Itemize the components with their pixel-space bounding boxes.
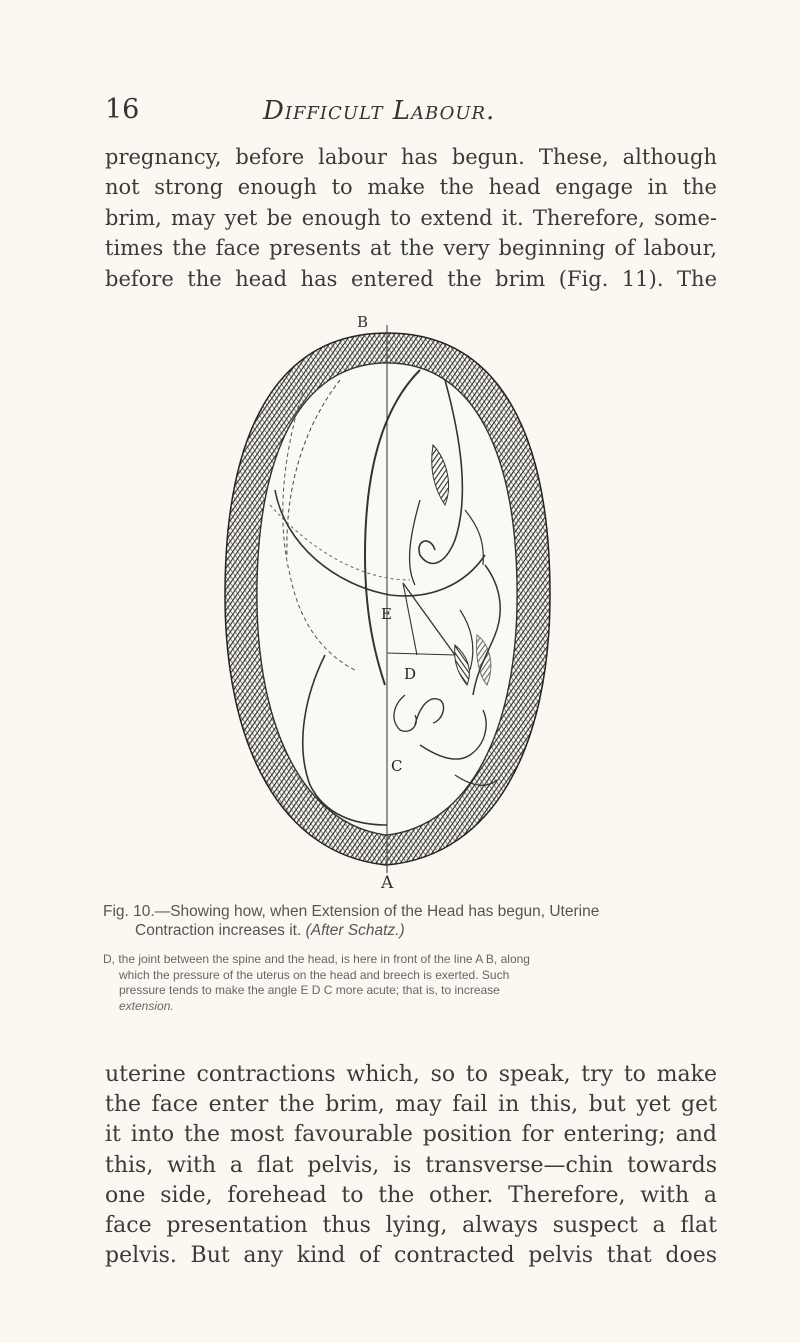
figure-caption [103, 902, 723, 940]
page-number: 16 [105, 94, 140, 125]
note-line: extension. [119, 998, 174, 1013]
text-line: not strong enough to make the head engage in the [105, 175, 717, 200]
figure-note [103, 952, 723, 1014]
text-line: it into the most favourable position for entering; and [105, 1122, 717, 1148]
caption-credit: (After Schatz.) [305, 922, 405, 939]
text-line: pelvis. But any kind of contracted pelvis that does [105, 1243, 717, 1269]
text-line: uterine contractions which, so to speak, try to make [105, 1062, 717, 1087]
text-line: pregnancy, before labour has begun. These, although [105, 145, 717, 169]
text-line: brim, may yet be enough to extend it. Therefore, some- [105, 205, 717, 230]
note-line: D, the joint between the spine and the head, is here in front of the line A B, along [103, 952, 530, 966]
text-line: before the head has entered the brim (Fig. 11). The [105, 266, 717, 291]
note-line: pressure tends to make the angle E D C more acute; that is, to increase [119, 983, 500, 997]
text-line: one side, forehead to the other. Therefore, with a [105, 1182, 717, 1208]
note-line: which the pressure of the uterus on the head and breech is exerted. Such [119, 967, 510, 982]
caption-text: Contraction increases it. [135, 922, 302, 939]
figure-label-d: D [404, 665, 417, 683]
text-line: face presentation thus lying, always suspect a flat [105, 1213, 717, 1239]
figure-label-a: A [381, 873, 394, 893]
text-line: times the face presents at the very beginning of labour, [105, 236, 717, 261]
running-title: Difficult Labour. [263, 96, 496, 126]
figure-label-b: B [357, 313, 369, 331]
text-line: this, with a flat pelvis, is transverse—chin towards [105, 1152, 717, 1178]
figure-label-e: E [381, 605, 392, 623]
figure-label-c: C [391, 757, 403, 775]
caption-line: Fig. 10.—Showing how, when Extension of the Head has begun, Uterine [103, 903, 600, 920]
body-paragraph-bottom [105, 1060, 717, 1271]
body-paragraph-top [105, 142, 717, 294]
fetus-in-uterus-illustration [215, 325, 560, 877]
page-header [105, 94, 725, 134]
text-line: the face enter the brim, may fail in this, but yet get [105, 1092, 717, 1118]
caption-line [103, 921, 723, 940]
